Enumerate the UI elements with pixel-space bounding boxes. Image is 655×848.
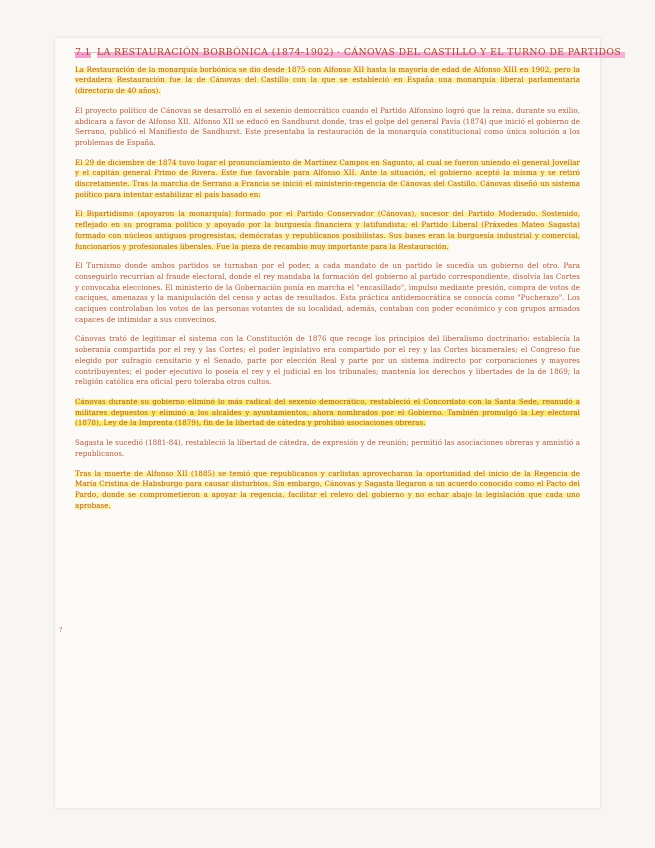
paragraph-pacto-pardo: Tras la muerte de Alfonso XII (1885) se temió que republicanos y carlistas aprovecharan la oportunidad del inicio de la Regencia de María Cristina de Habsburgo para causar disturbios. Sin embargo, Cánovas y Sagasta llegaron a un acuerdo conocido como el Pacto del Pardo, donde se comprometieron a apoyar la regencia, facilitar el relevo del gobierno y no echar abajo la legislación que cada uno aprobase. [75,468,580,510]
paragraph-sagunto: El 29 de diciembre de 1874 tuvo lugar el pronunciamiento de Martínez Campos en Sagunto, al cual se fueron uniendo el general Jovellar y el capitán general Primo de Rivera. Este fue favorable para Alfonso XII. Ante la situación, el gobierno aceptó la misma y se retiró discretamente. Tras la marcha de Serrano a Francia se inició el ministerio-regencia de Cánovas del Castillo. Cánovas diseñó un sistema político para intentar estabilizar el país basado en: [75,157,580,199]
margin-note: ? [59,627,63,634]
paragraph-intro: La Restauración de la monarquía borbónica se dio desde 1875 con Alfonso XII hasta la mayoría de edad de Alfonso XIII en 1902, pero la verdadera Restauración fue la de Cánovas del Castillo con la que se estableció en España una monarquía liberal parlamentaria (directorio de 40 años). [75,64,580,96]
paragraph-gobierno-canovas: Cánovas durante su gobierno eliminó lo más radical del sexenio democrático, restableció el Concordato con la Santa Sede, reanudó a militares depuestos y eliminó a los alcaldes y ayuntamientos, ahora nombrados por el Gobierno. También promulgó la Ley electoral (1878), Ley de la Imprenta (1879), fin de la libertad de cátedra y prohibió asociaciones obreras. [75,396,580,428]
title-row [75,47,622,59]
page-title: LA RESTAURACIÓN BORBÓNICA (1874-1902) · CÁNOVAS DEL CASTILLO Y EL TURNO DE PARTIDOS [97,48,625,59]
paragraph-constitucion: Cánovas trató de legitimar el sistema con la Constitución de 1876 que recoge los principios del liberalismo doctrinario: establecía la soberanía compartida por el rey y las Cortes; el poder legislativo era compartido por el rey y las Cortes bicamerales; el Congreso fue elegido por sufragio censitario y el Senado, parte por elección Real y parte por un sistema indirecto por corporaciones y mayores contribuyentes; el poder ejecutivo lo poseía el rey y el judicial en los tribunales; mantenía los derechos y libertades de la de 1869; la religión católica era oficial pero toleraba otros cultos. [75,334,580,387]
paragraph-sagasta: Sagasta le sucedió (1881-84), restableció la libertad de cátedra, de expresión y de reunión; permitió las asociaciones obreras y amnistió a republicanos. [75,438,580,458]
section-number: 7.1 [75,47,91,58]
paragraph-bipartidismo: El Bipartidismo (apoyaron la monarquía) formado por el Partido Conservador (Cánovas), sucesor del Partido Moderado. Sostenido, reflejado en su programa político y apoyado por la burguesía financiera y latifundista; el Partido Liberal (Práxedes Mateo Sagasta) formado con núcleos antiguos progresistas, demócratas y republicanos posibilistas. Sus bases eran la burguesía industrial y comercial, funcionarios y profesionales liberales. Fue la pieza de recambio muy importante para la Restauración. [75,209,580,251]
paragraph-cánovas-project: El proyecto político de Cánovas se desarrolló en el sexenio democrático cuando el Partido Alfonsino logró que la reina, durante su exilio, abdicara a favor de Alfonso XII. Alfonso XII se educó en Sandhurst donde, tras el golpe del general Pavía (1874) que inició el gobierno de Serrano, publicó el Manifiesto de Sandhurst. Este presentaba la restauración de la monarquía constitucional como única solución a los problemas de España. [75,105,580,147]
paragraph-turnismo: El Turnismo donde ambos partidos se turnaban por el poder, a cada mandato de un partido le sucedía un gobierno del otro. Para conseguirlo recurrían al fraude electoral, donde el rey mandaba la formación del gobierno al partido correspondiente, disolvía las Cortes y convocaba elecciones. El ministerio de la Gobernación ponía en marcha el "encasillado", impulso mediante presión, compra de votos de caciques, amenazas y la manipulación del censo y actas de resultados. Esta práctica antidemocrática se conocía como "Pucherazo". Los caciques controlaban los votos de las personas votantes de su localidad, además, contaban con poder económico y con grupos armados capaces de intimidar a sus convecinos. [75,261,580,324]
handwritten-notes [75,47,622,520]
